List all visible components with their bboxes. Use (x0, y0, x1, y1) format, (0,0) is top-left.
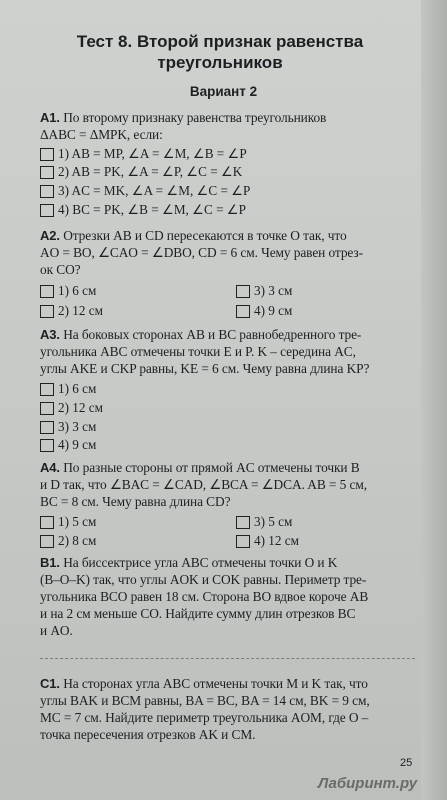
a3-text-line-2: угольника ABC отмечены точки E и P. K – середина AC, (40, 344, 356, 359)
a4-text-line-3: BC = 8 см. Чему равна длина CD? (40, 494, 231, 509)
a3-text-line-3: углы AKE и CKP равны, KE = 6 см. Чему равна длина KP? (40, 361, 370, 376)
a2-option-2[interactable]: 2) 12 см (40, 303, 103, 319)
variant-label: Вариант 2 (189, 84, 258, 99)
a2-text-line-2: AO = BO, ∠CAO = ∠DBO, CD = 6 см. Чему равен отрез- (40, 245, 363, 260)
a3-option-3[interactable]: 3) 3 см (40, 419, 96, 435)
answer-checkbox[interactable] (40, 204, 54, 217)
a1-option-2[interactable]: 2) AB = PK, ∠A = ∠P, ∠C = ∠K (40, 164, 242, 180)
a4-number: А4. (40, 460, 60, 475)
a2-text-line-3: ок CO? (40, 262, 81, 277)
c1-text-line-2: углы BAK и BCM равны, BA = BC, BA = 14 см, BK = 9 см, (40, 693, 370, 708)
a1-option-4[interactable]: 4) BC = PK, ∠B = ∠M, ∠C = ∠P (40, 202, 246, 218)
a3-text-line-1: А3. На боковых сторонах AB и BC равнобедренного тре- (40, 327, 362, 342)
a3-option-4[interactable]: 4) 9 см (40, 437, 96, 453)
a2-option-3[interactable]: 3) 3 см (236, 283, 292, 299)
a2-option-4[interactable]: 4) 9 см (236, 303, 292, 319)
test-title-line-2: треугольников (157, 53, 283, 72)
b1-number: В1. (40, 555, 60, 570)
a2-number: А2. (40, 228, 60, 243)
answer-checkbox[interactable] (40, 516, 54, 529)
a3-number: А3. (40, 327, 60, 342)
answer-checkbox[interactable] (40, 535, 54, 548)
answer-checkbox[interactable] (236, 285, 250, 298)
answer-checkbox[interactable] (40, 421, 54, 434)
page-edge (421, 0, 447, 800)
test-title-line-1: Тест 8. Второй признак равенства (76, 32, 364, 51)
answer-checkbox[interactable] (40, 285, 54, 298)
a4-option-2[interactable]: 2) 8 см (40, 533, 96, 549)
answer-checkbox[interactable] (236, 535, 250, 548)
answer-checkbox[interactable] (40, 166, 54, 179)
answer-checkbox[interactable] (236, 305, 250, 318)
b1-text-line-1: В1. На биссектрисе угла ABC отмечены точки O и K (40, 555, 338, 570)
answer-checkbox[interactable] (40, 402, 54, 415)
page-number: 25 (400, 757, 413, 769)
b1-text-line-3: угольника BCO равен 18 см. Сторона BO вдвое короче AB (40, 589, 369, 604)
a3-option-1[interactable]: 1) 6 см (40, 381, 96, 397)
a1-number: А1. (40, 110, 60, 125)
b1-text-line-4: и на 2 см меньше CO. Найдите сумму длин отрезков BC (40, 606, 356, 621)
a4-option-3[interactable]: 3) 5 см (236, 514, 292, 530)
a3-option-2[interactable]: 2) 12 см (40, 400, 103, 416)
a4-option-4[interactable]: 4) 12 см (236, 533, 299, 549)
a1-option-1[interactable]: 1) AB = MP, ∠A = ∠M, ∠B = ∠P (40, 146, 247, 162)
answer-checkbox[interactable] (40, 383, 54, 396)
c1-text-line-4: точка пересечения отрезков AK и CM. (40, 727, 256, 742)
c1-text-line-1: С1. На сторонах угла ABC отмечены точки M и K так, что (40, 676, 368, 691)
b1-text-line-2: (B–O–K) так, что углы AOK и COK равны. Периметр тре- (40, 572, 367, 587)
b1-text-line-5: и AO. (40, 623, 73, 638)
a1-text-line-2: ΔABC = ΔMPK, если: (40, 127, 163, 142)
a4-text-line-2: и D так, что ∠BAC = ∠CAD, ∠BCA = ∠DCA. AB = 5 см, (40, 477, 367, 492)
a1-text-line-1: А1. По второму признаку равенства треугольников (40, 110, 327, 125)
watermark: Лабиринт.ру (318, 775, 418, 792)
answer-checkbox[interactable] (40, 185, 54, 198)
c1-number: С1. (40, 676, 60, 691)
a4-option-1[interactable]: 1) 5 см (40, 514, 96, 530)
a4-text-line-1: А4. По разные стороны от прямой AC отмечены точки B (40, 460, 360, 475)
c1-text-line-3: MC = 7 см. Найдите периметр треугольника AOM, где O – (40, 710, 369, 725)
answer-checkbox[interactable] (236, 516, 250, 529)
answer-checkbox[interactable] (40, 305, 54, 318)
answer-checkbox[interactable] (40, 148, 54, 161)
a2-text-line-1: А2. Отрезки AB и CD пересекаются в точке O так, что (40, 228, 347, 243)
answer-checkbox[interactable] (40, 439, 54, 452)
section-divider (40, 658, 415, 659)
a2-option-1[interactable]: 1) 6 см (40, 283, 96, 299)
a1-option-3[interactable]: 3) AC = MK, ∠A = ∠M, ∠C = ∠P (40, 183, 250, 199)
